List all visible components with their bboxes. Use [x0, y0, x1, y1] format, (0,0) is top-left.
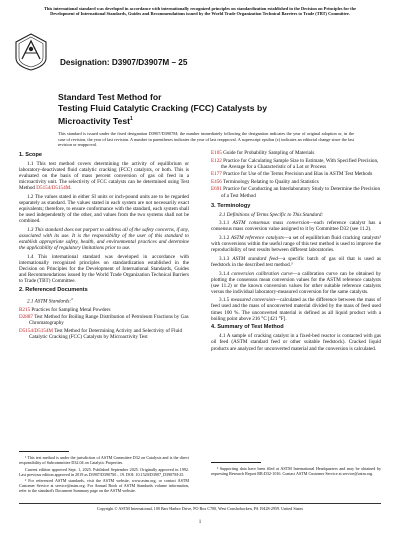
term-3-1-3: 3.1.3 ASTM standard feed—a specific batch of gas oil that is used as feedstock in the described test method.³: [211, 255, 381, 268]
reference-code[interactable]: E456: [211, 178, 222, 185]
reference-code[interactable]: E122: [211, 157, 222, 164]
document-title: [58, 92, 348, 127]
term-3-1: [211, 212, 381, 218]
footnotes-left: [19, 451, 189, 495]
link-d5154[interactable]: D5154/D5154M: [36, 185, 71, 192]
reference-title: Test Method for Determining Activity and Selectivity of Fluid Catalytic Cracking (FCC) Catalysts by Microactivity Test: [29, 328, 183, 341]
standards-notice-line1: This international standard was developed in accordance with internationally recognized principles on standardization established in the Decision on Principles for the: [43, 6, 357, 11]
standards-notice-line2: Development of International Standards, Guides and Recommendations issued by the World Trade Organization Technical Barriers to Trade (TBT) Committee.: [50, 11, 350, 17]
term-3-1-2: 3.1.2 ASTM reference catalysts—a set of equilibrium fluid cracking catalysts³ with conversions within the useful range of this test method is used to improve the reproducibility of test results between different laboratories.: [211, 235, 382, 254]
reference-item[interactable]: [211, 171, 381, 177]
term-3-1-5: 3.1.5 measured conversion—calculated as the difference between the mass of feed used and the mass of unconverted material divided by the mass of feed used times 100 %. The unconverted material is defined as all liquid product with a boiling point above 216 °C [421 °F].: [211, 297, 381, 322]
reference-item[interactable]: [211, 186, 381, 198]
paragraph-4-1: 4.1 A sample of cracking catalyst in a fixed-bed reactor is contacted with gas oil feed (ASTM standard feed or other suitable feedstock). Cracked liquid products are analyzed for unconverted material and the conversion is calculated.: [211, 333, 381, 352]
term-definition: —calculated as the difference between the mass of feed used and the mass of unconverted material divided by the mass of feed used times 100 %. The unconverted material is defined as all liquid product with a boiling point above 216 °C [421 °F].: [211, 297, 381, 322]
reference-item[interactable]: [211, 158, 381, 170]
reference-item[interactable]: [211, 179, 381, 185]
section-referenced-heading: 2. Referenced Documents: [19, 286, 88, 293]
paragraph-1-4: 1.4 This international standard was developed in accordance with internationally recognized principles on standardization established in the Decision on Principles for the Development of International Standards, Guides and Recommendations issued by the World Trade Organization Technical Barriers to Trade (TBT) Committee.: [19, 253, 189, 285]
term-definition: —each reference catalyst has a consensus mass conversion value assigned to it by Committee D32 (see 11.2).: [211, 220, 381, 233]
term-3-1-1: 3.1.1 ASTM consensus mass conversion—each reference catalyst has a consensus mass conversion value assigned to it by Committee D32 (see 11.2).: [211, 220, 381, 233]
section-summary-heading: 4. Summary of Test Method: [211, 324, 284, 331]
paragraph-1-3: 1.3 This standard does not purport to address all of the safety concerns, if any, associated with its use. It is the responsibility of the user of this standard to establish appropriate safety, health, and environmental practices and determine the applicability of regulatory limitations prior to use.: [19, 227, 189, 252]
term-name: ASTM standard feed: [232, 255, 278, 262]
reference-item[interactable]: [19, 307, 189, 313]
term-name: ASTM consensus mass conversion: [232, 220, 310, 227]
astm-standards-subheading: [19, 296, 189, 305]
issue-note: This standard is issued under the fixed designation D3907/D3907M; the number immediately following the designation indicates the year of original adoption or, in the case of revision, the year of last revision. A number in parentheses indicates the year of last reapproval. A superscript epsilon (ε) indicates an editorial change since the last revision or reapproval.: [58, 131, 354, 148]
reference-title: Practice for Conducting an Interlaboratory Study to Determine the Precision of a Test Method: [221, 186, 381, 199]
standards-notice: [8, 6, 392, 17]
title-footnote-mark: 1: [129, 116, 133, 122]
term-name: ASTM reference catalysts: [230, 235, 284, 242]
footnote-1b: Current edition approved Sept. 1, 2025. Published September 2025. Originally approved in 1992. Last previous edition approved in 2019 as D3907/D3907M – 19. DOI: 10.1520/D3907_D3907M-25.: [19, 466, 189, 477]
term-definition: —a calibration curve can be obtained by plotting the consensus mean conversion values for the ASTM reference catalysts (see 11.2) or the known conversion values for other suitable reference catalysts versus the individual laboratory-measured conversion for the same catalysts.: [211, 270, 381, 295]
footnote-1: ¹ This test method is under the jurisdiction of ASTM Committee D32 on Catalysts and is the direct responsibility of Subcommittee D32.04 on Catalytic Properties.: [19, 455, 189, 465]
reference-title: Practice for Use of the Terms Precision and Bias in ASTM Test Methods: [221, 171, 373, 178]
reference-code[interactable]: D5154/D5154M: [19, 328, 53, 335]
term-definition: —a set of equilibrium fluid cracking catalysts³ with conversions within the useful range of this test method is used to improve the reproducibility of test results between different laboratories.: [211, 235, 382, 254]
title-line-2: Testing Fluid Catalytic Cracking (FCC) Catalysts by: [58, 103, 267, 113]
section-scope-heading: 1. Scope: [19, 152, 43, 158]
footnote-rule: [211, 462, 261, 463]
reference-item[interactable]: [19, 328, 189, 340]
page-bottom-rule: [19, 503, 381, 504]
reference-title: Terminology Relating to Quality and Statistics: [221, 178, 319, 185]
reference-title: Practice for Calculating Sample Size to Estimate, With Specified Precision, the Average for a Characteristic of a Lot or Process: [221, 157, 379, 170]
reference-code[interactable]: B215: [19, 306, 31, 313]
reference-item[interactable]: [19, 314, 189, 326]
right-column: [211, 150, 381, 354]
paragraph-1-1-end: .: [70, 185, 72, 192]
paragraph-1-1: [19, 161, 189, 191]
reference-item[interactable]: [211, 150, 381, 156]
reference-title: Practices for Sampling Metal Powders: [30, 306, 111, 313]
term-3-1-4: 3.1.4 conversion calibration curve—a calibration curve can be obtained by plotting the consensus mean conversion values for the ASTM reference catalysts (see 11.2) or the known conversion values for other suitable reference catalysts versus the individual laboratory-measured conversion for the same catalysts.: [211, 270, 381, 295]
term-3-1-text: 3.1 Definitions of Terms Specific to This Standard:: [219, 211, 324, 218]
footnote-rule: [19, 451, 69, 452]
title-line-3-text: Microactivity Test: [58, 115, 130, 126]
reference-title: Test Method for Boiling Range Distribution of Petroleum Fractions by Gas Chromatography: [29, 314, 189, 327]
copyright-address: Copyright © ASTM International, 100 Barr Harbor Drive, PO Box C700, West Conshohocken, PA 19428-2959. United States: [96, 506, 304, 511]
reference-code[interactable]: E691: [211, 186, 222, 193]
left-column: [19, 150, 189, 342]
astm-standards-footnote-mark: 2: [71, 296, 73, 301]
footnote-2: ² For referenced ASTM standards, visit the ASTM website, www.astm.org, or contact ASTM Customer Service at service@astm.org. For Annual Book of ASTM Standards volume information, refer to the standard's Document Summary page on the ASTM website.: [19, 478, 189, 493]
footnotes-right: [211, 462, 381, 476]
footnote-3: ³ Supporting data have been filed at ASTM International Headquarters and may be obtained by requesting Research Report RR:D32-1016. Contact ASTM Customer Service at service@astm.org.: [211, 466, 381, 476]
title-line-1: Standard Test Method for: [58, 92, 162, 102]
term-definition: —a specific batch of gas oil that is used as feedstock in the described test method.³: [211, 255, 381, 268]
paragraph-1-2: 1.2 The values stated in either SI units or inch-pound units are to be regarded separately as standard. The values stated in each system are not necessarily exact equivalents; therefore, to ensure conformance with the standard, each system shall be used independently of the other, and values from the two systems shall not be combined.: [19, 194, 189, 225]
astm-logo-icon: [15, 33, 47, 71]
title-line-3: [58, 114, 348, 127]
reference-title: Guide for Probability Sampling of Materials: [221, 150, 315, 156]
term-name: conversion calibration curve: [231, 270, 293, 277]
page-number: 1: [198, 520, 202, 525]
reference-code[interactable]: E177: [211, 171, 222, 178]
designation: Designation: D3907/D3907M – 25: [60, 58, 188, 67]
astm-standards-label: 2.1 ASTM Standards:: [27, 298, 72, 305]
reference-code[interactable]: D2887: [19, 314, 33, 321]
reference-code[interactable]: E105: [211, 150, 222, 156]
paragraph-1-1-text: 1.1 This test method covers determining the activity of equilibrium or laboratory-deactivated fluid catalytic cracking (FCC) catalysts, or both. This is evaluated on the basis of mass percent conversion of gas oil feed in a microactivity unit. The selectivity of FCC catalysts can be determined using Test Method: [19, 161, 189, 192]
section-terminology-heading: 3. Terminology: [211, 202, 251, 209]
term-name: measured conversion: [230, 297, 275, 304]
